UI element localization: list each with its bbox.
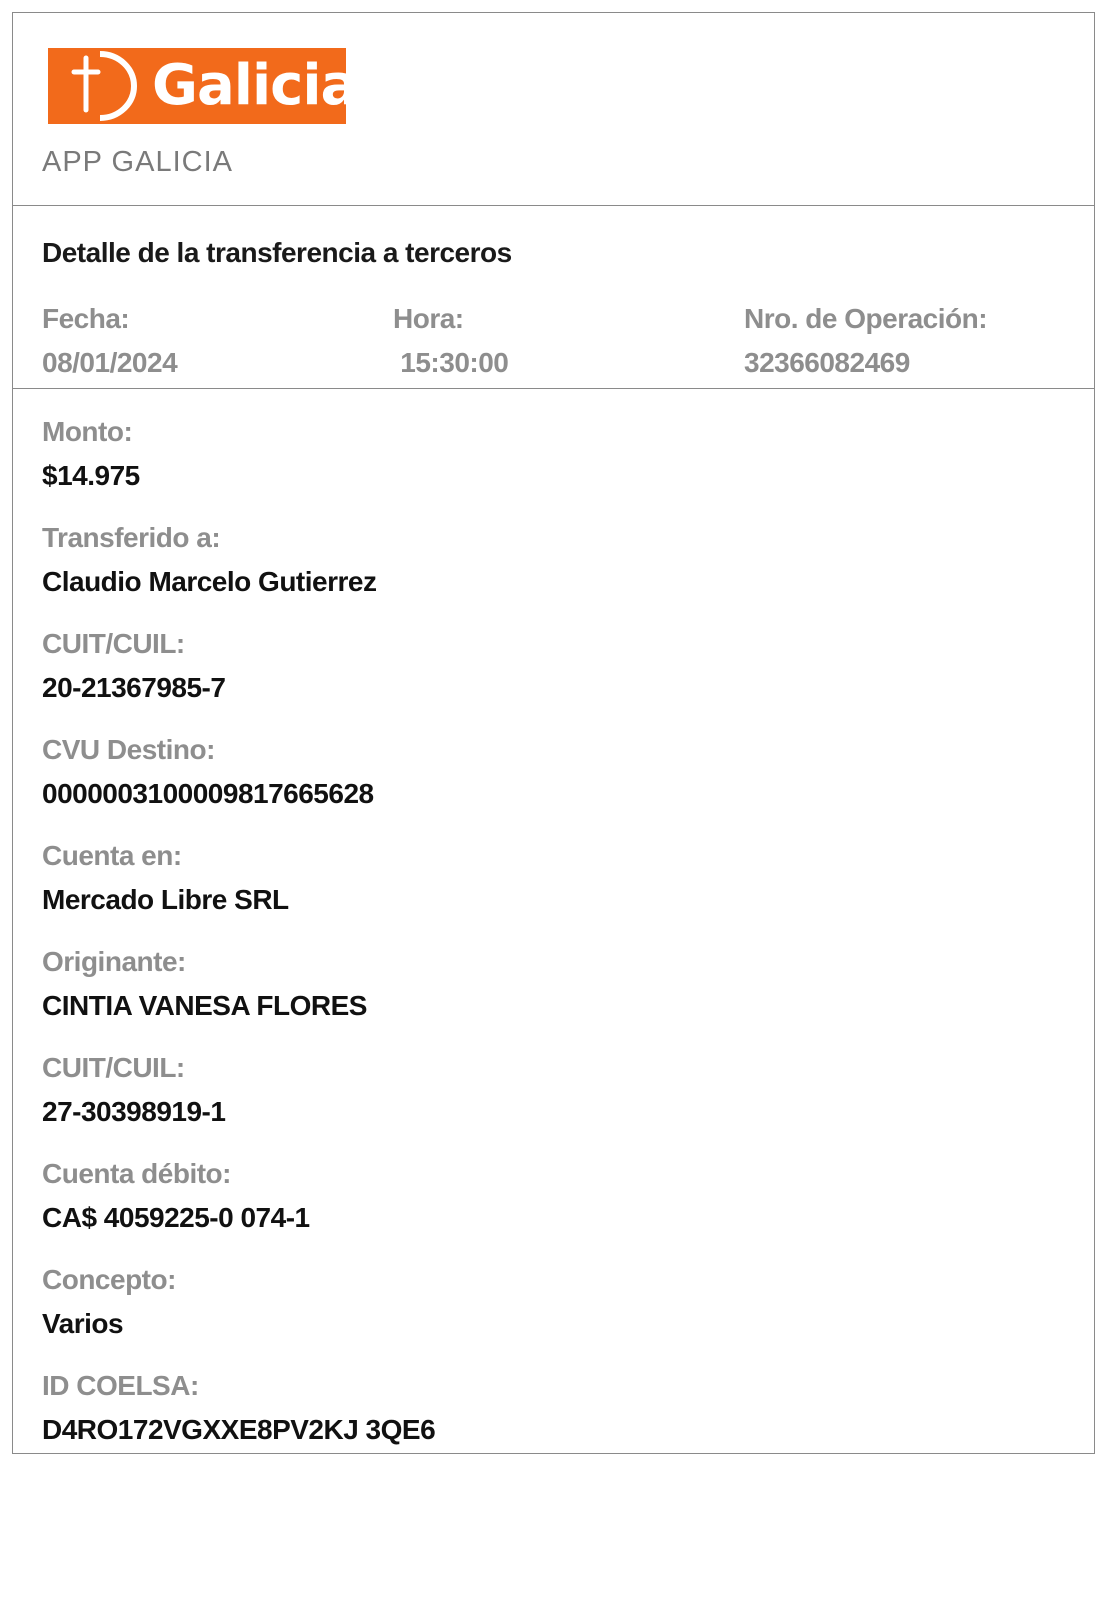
detail-label: CVU Destino: — [42, 734, 215, 765]
detail-value: 27-30398919-1 — [42, 1096, 226, 1127]
detail-originator-cuit — [42, 1049, 435, 1155]
date-value: 08/01/2024 — [42, 347, 178, 378]
operation-block — [744, 297, 987, 385]
date-block — [42, 297, 177, 385]
detail-concept — [42, 1261, 435, 1367]
detail-recipient-cuit — [42, 625, 435, 731]
galicia-logo — [48, 48, 358, 124]
detail-destination-bank — [42, 837, 435, 943]
detail-value: 20-21367985-7 — [42, 672, 226, 703]
transfer-receipt — [12, 12, 1095, 1454]
detail-label: Concepto: — [42, 1264, 176, 1295]
operation-number-label: Nro. de Operación: — [744, 303, 988, 334]
app-name: APP GALICIA — [42, 146, 233, 178]
detail-label: ID COELSA: — [42, 1370, 199, 1401]
detail-label: Cuenta débito: — [42, 1158, 231, 1189]
transfer-details — [42, 413, 435, 1473]
detail-value: $14.975 — [42, 460, 140, 491]
detail-label: Originante: — [42, 946, 186, 977]
detail-value: 0000003100009817665628 — [42, 778, 374, 809]
detail-coelsa-id — [42, 1367, 435, 1473]
detail-label: CUIT/CUIL: — [42, 628, 185, 659]
detail-label: CUIT/CUIL: — [42, 1052, 185, 1083]
detail-value: Claudio Marcelo Gutierrez — [42, 566, 377, 597]
detail-value: CA$ 4059225-0 074-1 — [42, 1202, 310, 1233]
receipt-header — [13, 13, 1094, 206]
detail-debit-account — [42, 1155, 435, 1261]
detail-value: Varios — [42, 1308, 124, 1339]
time-value: 15:30:00 — [393, 347, 509, 378]
time-block — [393, 297, 508, 385]
detail-originator — [42, 943, 435, 1049]
operation-number-value: 32366082469 — [744, 347, 910, 378]
detail-value: Mercado Libre SRL — [42, 884, 289, 915]
detail-label: Monto: — [42, 416, 133, 447]
detail-recipient — [42, 519, 435, 625]
transfer-summary — [13, 205, 1094, 389]
detail-value: D4RO172VGXXE8PV2KJ 3QE6 — [42, 1414, 436, 1445]
detail-cvu — [42, 731, 435, 837]
time-label: Hora: — [393, 303, 464, 334]
detail-value: CINTIA VANESA FLORES — [42, 990, 367, 1021]
date-label: Fecha: — [42, 303, 130, 334]
logo-wordmark: Galicia — [152, 53, 358, 118]
detail-label: Transferido a: — [42, 522, 221, 553]
page-title: Detalle de la transferencia a terceros — [42, 237, 512, 268]
detail-label: Cuenta en: — [42, 840, 182, 871]
detail-amount — [42, 413, 435, 519]
